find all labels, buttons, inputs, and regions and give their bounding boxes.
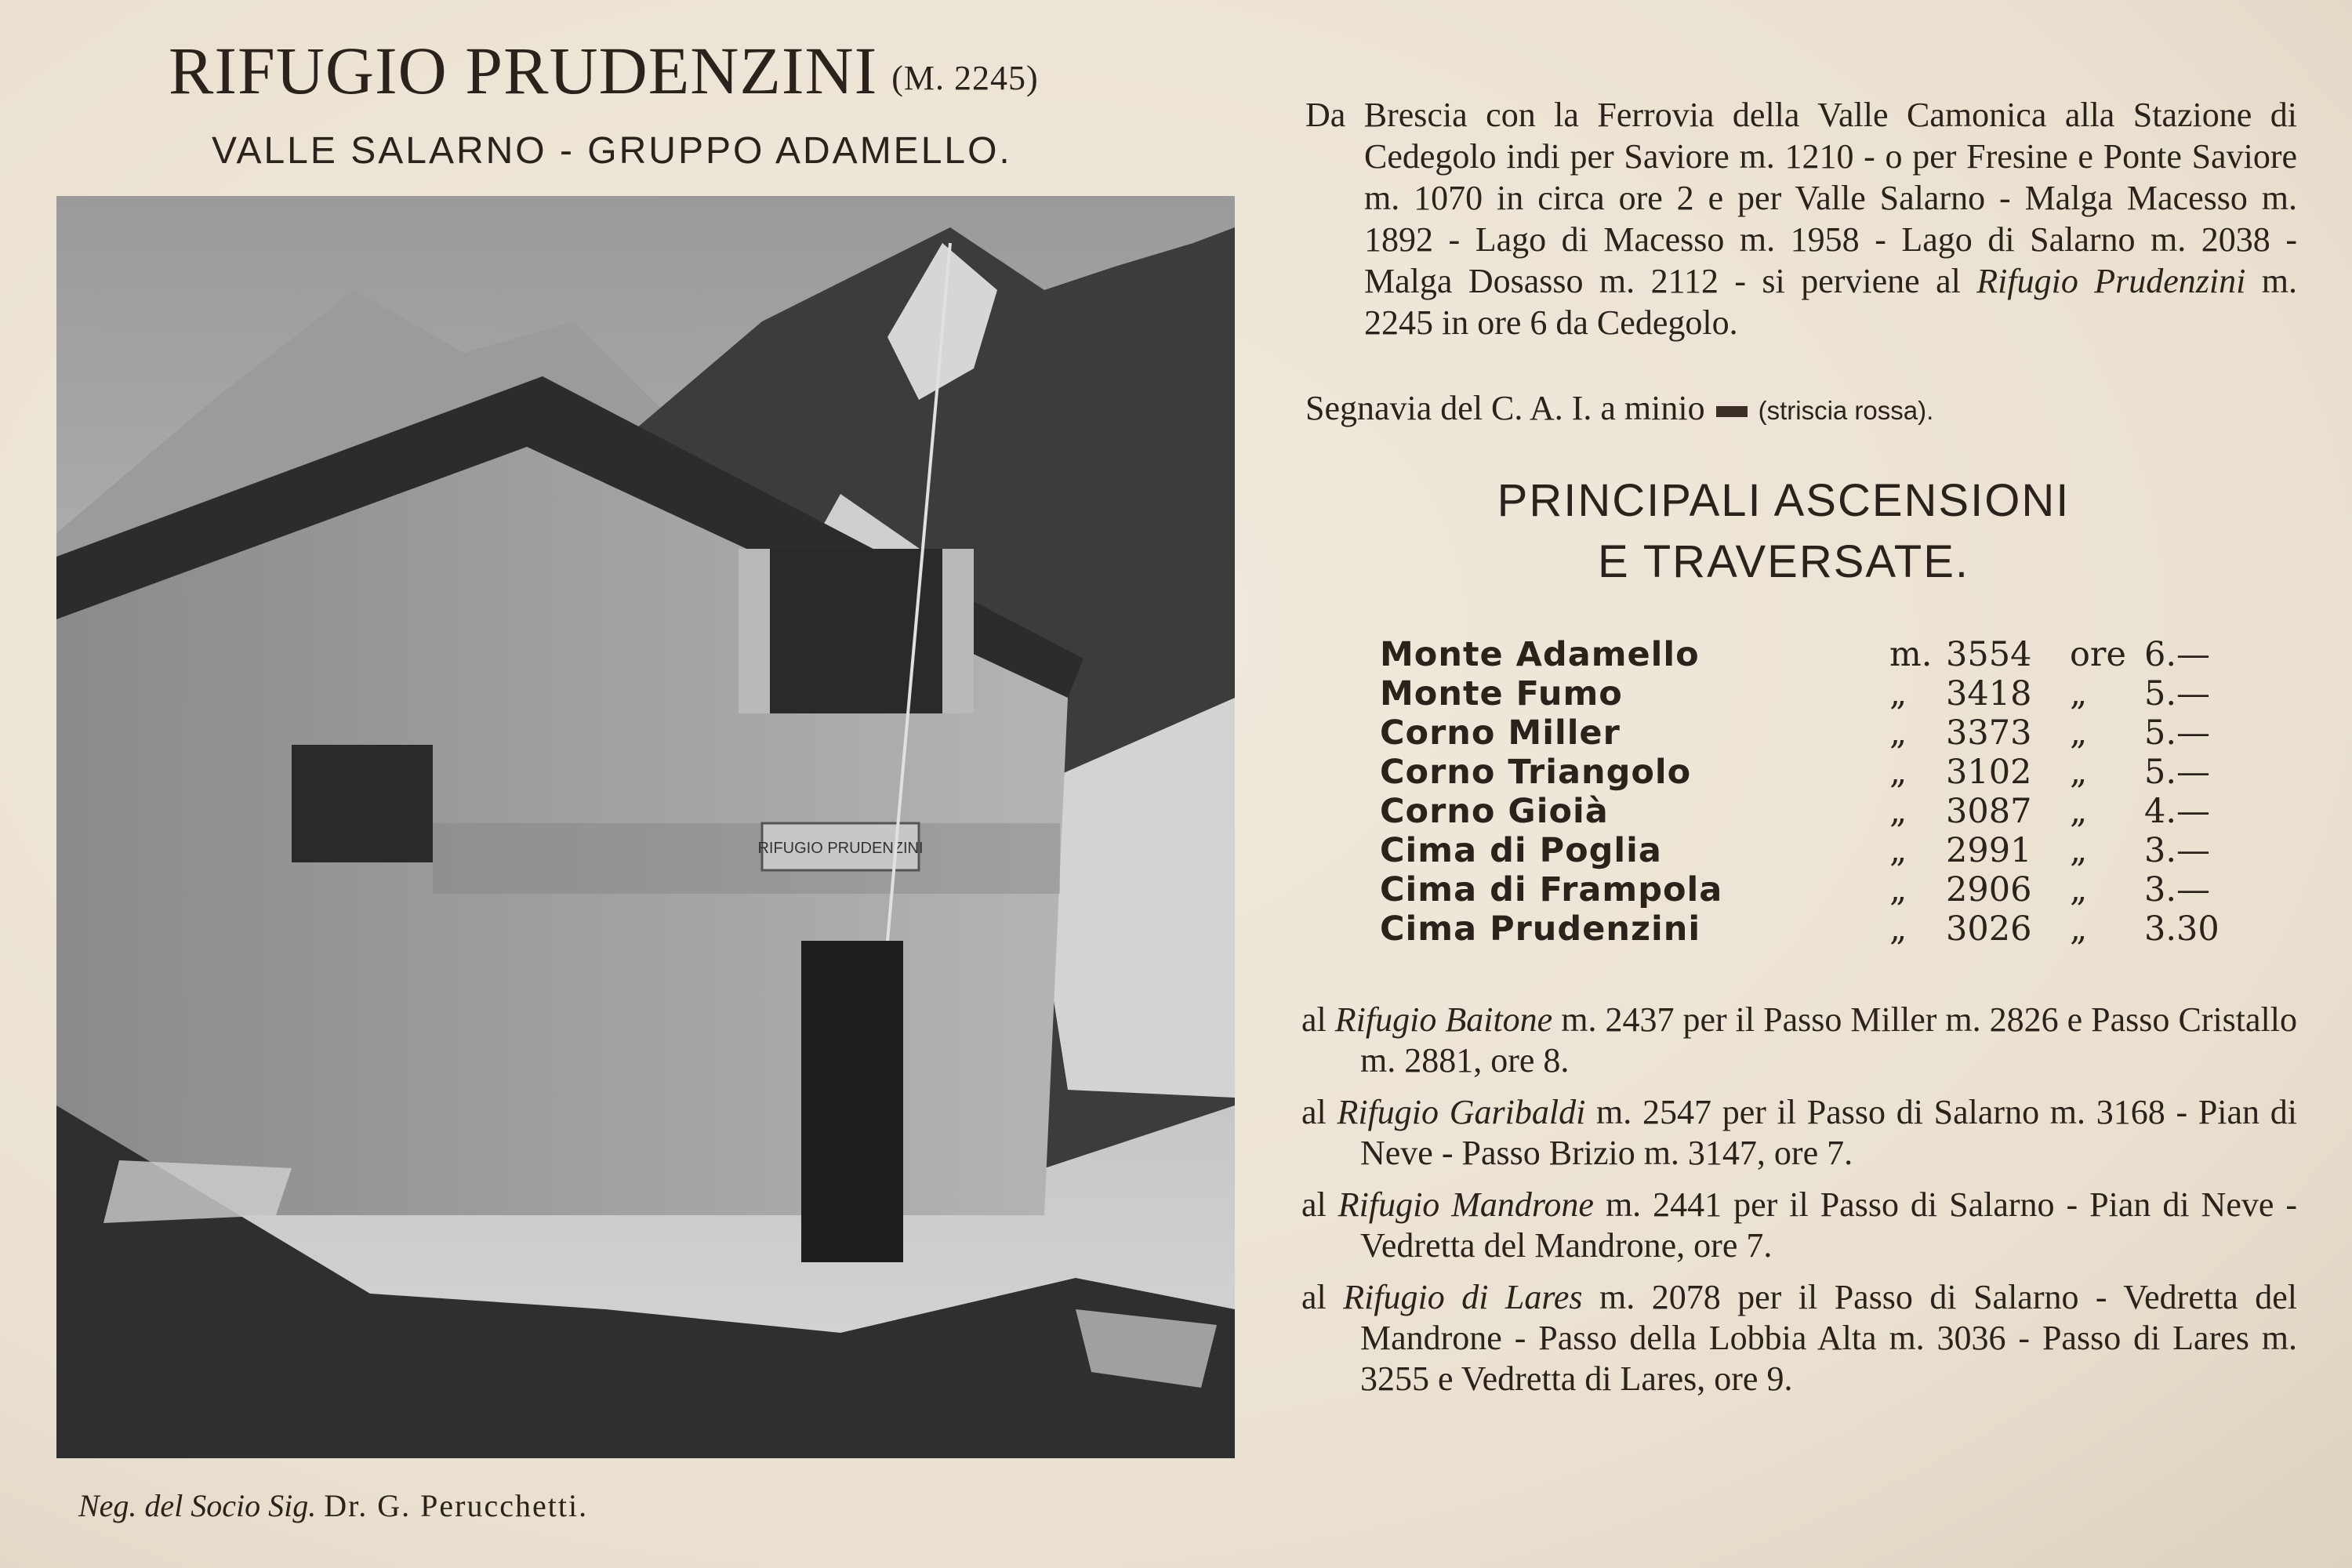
table-row: [1380, 831, 2258, 870]
page-title: [169, 31, 1039, 110]
marker-note: (striscia rossa).: [1758, 396, 1934, 425]
refuge-prefix: al: [1301, 1278, 1327, 1316]
peak-name: Corno Gioià: [1380, 792, 1609, 831]
peak-time: 3.—: [2144, 831, 2211, 870]
refuge-prefix: al: [1301, 1185, 1327, 1224]
refuge-name: Rifugio Mandrone: [1338, 1185, 1594, 1224]
credit-author: Dr. G. Perucchetti.: [324, 1488, 589, 1523]
refuge-prefix: al: [1301, 1000, 1327, 1039]
peak-time: 3.—: [2144, 870, 2211, 909]
table-row: [1380, 909, 2258, 949]
ascents-table: [1380, 635, 2258, 949]
red-stripe-icon: [1716, 406, 1748, 417]
refuge-name: Rifugio Garibaldi: [1337, 1093, 1586, 1131]
section-heading: [1411, 470, 2156, 593]
refuge-connections: [1301, 1000, 2297, 1410]
peak-time: 5.—: [2144, 674, 2211, 713]
title-text: RIFUGIO PRUDENZINI: [169, 33, 878, 108]
table-row: [1380, 870, 2258, 909]
peak-time-label: „: [2070, 909, 2088, 949]
refuge-prefix: al: [1301, 1093, 1327, 1131]
list-item: [1301, 1000, 2297, 1081]
peak-time-label: ore: [2070, 635, 2126, 674]
peak-unit: „: [1889, 870, 1907, 909]
table-row: [1380, 753, 2258, 792]
peak-time-label: „: [2070, 870, 2088, 909]
peak-name: Corno Miller: [1380, 713, 1621, 753]
peak-time: 5.—: [2144, 753, 2211, 792]
table-row: [1380, 713, 2258, 753]
route-refuge-name: Rifugio Prudenzini: [1976, 262, 2246, 300]
subtitle: VALLE SALARNO - GRUPPO ADAMELLO.: [212, 130, 1012, 172]
refuge-route: m. 2437 per il Passo Miller m. 2826 e Passo Cristallo m. 2881, ore 8.: [1360, 1000, 2297, 1080]
peak-time-label: „: [2070, 713, 2088, 753]
section-heading-line-1: PRINCIPALI ASCENSIONI: [1497, 475, 2071, 526]
peak-altitude: 3418: [1946, 674, 2032, 713]
marker-text: Segnavia del C. A. I. a minio: [1305, 389, 1705, 427]
peak-time-label: „: [2070, 753, 2088, 792]
peak-unit: „: [1889, 831, 1907, 870]
route-text-end: m. 2245 in ore 6 da Cedegolo.: [1364, 262, 2297, 342]
refuge-name: Rifugio Baitone: [1334, 1000, 1553, 1039]
sign-text: RIFUGIO PRUDENZINI: [757, 840, 924, 857]
peak-altitude: 3554: [1946, 635, 2032, 674]
peak-time: 3.30: [2144, 909, 2220, 949]
list-item: [1301, 1277, 2297, 1399]
peak-time-label: „: [2070, 792, 2088, 831]
refuge-route: m. 2547 per il Passo di Salarno m. 3168 - Pian di Neve - Passo Brizio m. 3147, ore 7.: [1360, 1093, 2297, 1172]
peak-altitude: 3102: [1946, 753, 2032, 792]
peak-altitude: 2991: [1946, 831, 2032, 870]
photo-credit: [78, 1487, 588, 1524]
list-item: [1301, 1092, 2297, 1174]
peak-altitude: 3026: [1946, 909, 2032, 949]
title-altitude: (M. 2245): [891, 58, 1039, 97]
door: [801, 941, 903, 1262]
trail-marker: [1305, 388, 1933, 428]
peak-time-label: „: [2070, 831, 2088, 870]
peak-unit: „: [1889, 713, 1907, 753]
refuge-photo: [56, 196, 1235, 1458]
refuge-route: m. 2078 per il Passo di Salarno - Vedretta del Mandrone - Passo della Lobbia Alta m. 3036 - Passo di Lares m. 3255 e Vedretta di Lares, ore 9.: [1360, 1278, 2298, 1398]
peak-name: Cima Prudenzini: [1380, 909, 1701, 949]
peak-name: Monte Fumo: [1380, 674, 1623, 713]
peak-altitude: 2906: [1946, 870, 2032, 909]
peak-name: Cima di Frampola: [1380, 870, 1723, 909]
section-heading-line-2: E TRAVERSATE.: [1598, 536, 1969, 587]
peak-time: 5.—: [2144, 713, 2211, 753]
route-description: [1305, 94, 2297, 343]
peak-name: Monte Adamello: [1380, 635, 1700, 674]
list-item: [1301, 1185, 2297, 1266]
refuge-photo-illustration: [56, 196, 1235, 1458]
peak-time: 6.—: [2144, 635, 2211, 674]
peak-unit: „: [1889, 792, 1907, 831]
peak-time-label: „: [2070, 674, 2088, 713]
peak-name: Cima di Poglia: [1380, 831, 1662, 870]
peak-name: Corno Triangolo: [1380, 753, 1692, 792]
peak-altitude: 3087: [1946, 792, 2032, 831]
refuge-route: m. 2441 per il Passo di Salarno - Pian di Neve - Vedretta del Mandrone, ore 7.: [1360, 1185, 2297, 1265]
table-row: [1380, 635, 2258, 674]
peak-unit: m.: [1889, 635, 1933, 674]
table-row: [1380, 792, 2258, 831]
credit-prefix: Neg. del Socio Sig.: [78, 1488, 317, 1523]
peak-unit: „: [1889, 674, 1907, 713]
peak-unit: „: [1889, 909, 1907, 949]
peak-time: 4.—: [2144, 792, 2211, 831]
peak-unit: „: [1889, 753, 1907, 792]
window-upper: [766, 549, 954, 713]
route-paragraph: [1305, 94, 2297, 343]
peak-altitude: 3373: [1946, 713, 2032, 753]
refuge-name: Rifugio di Lares: [1343, 1278, 1583, 1316]
window-left: [292, 745, 433, 862]
route-text: Da Brescia con la Ferrovia della Valle Camonica alla Stazione di Cedegolo indi per Saviore m. 1210 - o per Fresine e Ponte Saviore m. 1070 in circa ore 2 e per Valle Salarno - Malga Macesso m. 1892 - Lago di Macesso m. 1958 - Lago di Salarno m. 2038 - Malga Dosasso m. 2112 - si perviene al: [1305, 96, 2297, 300]
table-row: [1380, 674, 2258, 713]
